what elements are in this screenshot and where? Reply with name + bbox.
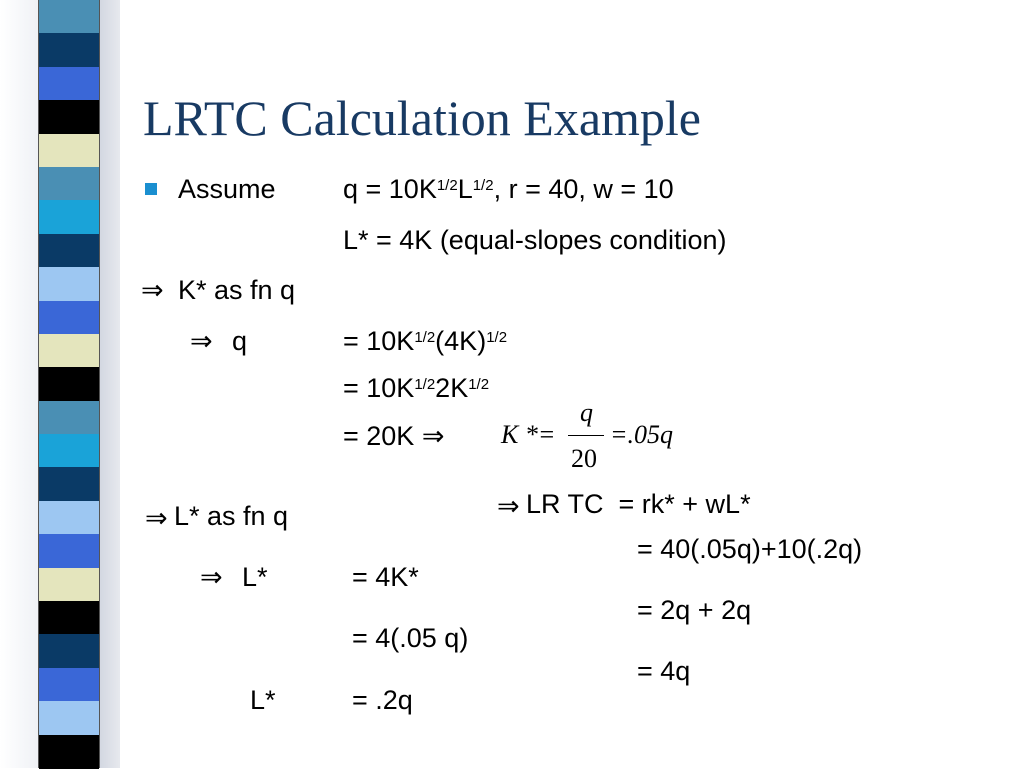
assume-label: Assume [178,174,276,204]
fraction-bar [568,435,604,436]
equation-step-3: = 20K ⇒ [343,421,445,451]
stripe-segment [39,0,99,34]
lrtc-step-1: = 40(.05q)+10(.2q) [637,534,863,564]
k-star-heading: K* as fn q [178,275,296,305]
l-star-label: L* [242,562,268,592]
l-star-label-result: L* [250,685,276,715]
l-star-step-1: = 4K* [352,562,419,592]
stripe-segment [39,434,99,468]
l-star-result: = .2q [352,685,413,715]
bullet-square-icon [145,183,157,195]
stripe-segment [39,401,99,435]
lrtc-step-2: = 2q + 2q [637,595,752,625]
implies-arrow-icon: ⇒ [421,421,445,451]
stripe-segment [39,67,99,101]
stripe-segment [39,33,99,67]
l-star-heading: L* as fn q [174,501,289,531]
stripe-segment [39,601,99,635]
implies-arrow-icon: ⇒ [190,326,213,356]
stripe-segment [39,534,99,568]
stripe-segment [39,200,99,234]
stripe-segment [39,100,99,134]
implies-arrow-icon: ⇒ [200,562,223,592]
stripe-segment [39,501,99,535]
l-star-step-2: = 4(.05 q) [352,623,469,653]
fraction-numerator: q [580,398,593,427]
q-label: q [232,326,248,356]
equation-step-2: = $10K^{1/2}2K^{1/2}$ [343,373,490,403]
lrtc-result: = 4q [637,656,691,686]
stripe-segment [39,701,99,735]
k-star-lhs: K *= [501,420,556,449]
stripe-segment [39,367,99,401]
stripe-segment [39,568,99,602]
equal-slopes-condition: L* = 4K (equal-slopes condition) [343,225,727,255]
fraction-denominator: 20 [571,444,597,473]
equation-step-1: = $10K^{1/2}(4K)^{1/2}$ [343,326,508,356]
stripe-segment [39,134,99,168]
stripe-segment [39,668,99,702]
implies-arrow-icon: ⇒ [141,275,164,305]
stripe-segment [39,267,99,301]
production-function: $q = 10K^{1/2}L^{1/2}$, r = 40, w = 10 [343,174,674,204]
slide-title: LRTC Calculation Example [143,90,701,146]
stripe-segment [39,234,99,268]
k-star-result: =.05q [610,420,674,449]
stripe-segment [39,467,99,501]
stripe-segment [39,167,99,201]
lrtc-heading: LR TC = rk* + wL* [526,489,751,519]
stripe-segment [39,334,99,368]
implies-arrow-icon: ⇒ [145,503,168,533]
decorative-stripe-bar [38,0,100,768]
stripe-segment [39,301,99,335]
stripe-segment [39,634,99,668]
stripe-segment [39,735,99,769]
implies-arrow-icon: ⇒ [497,491,520,521]
